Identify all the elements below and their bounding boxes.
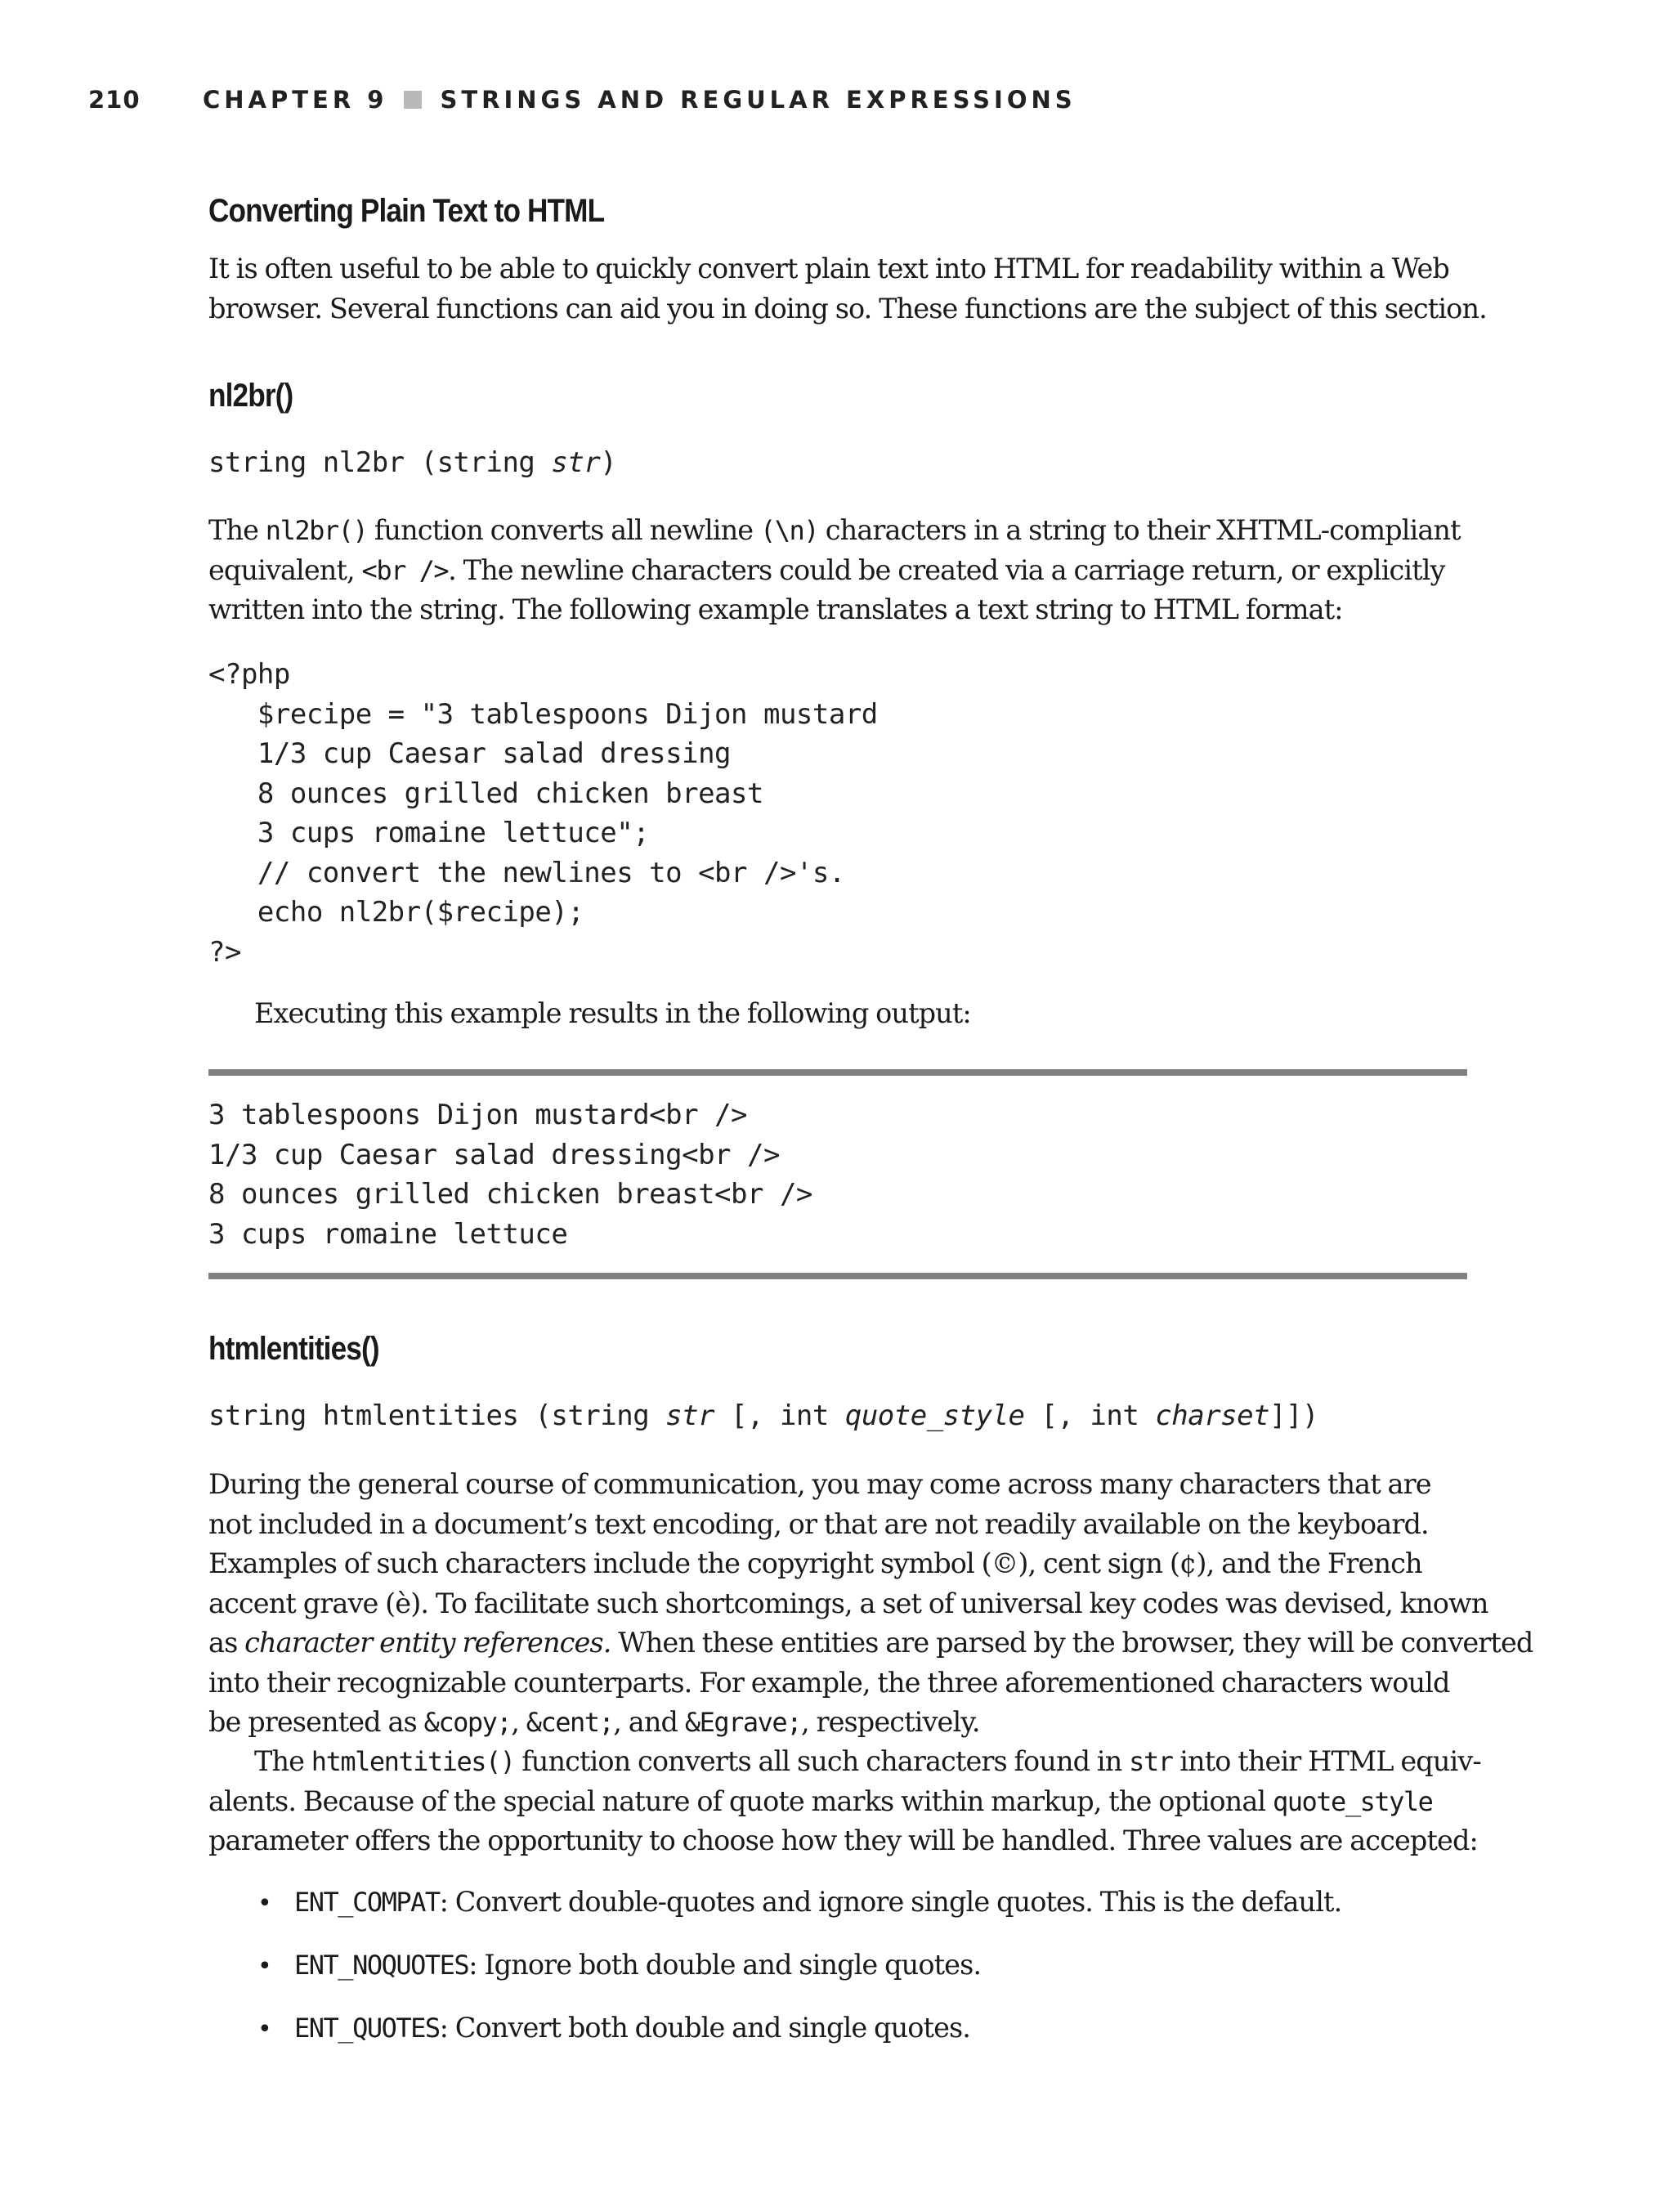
inline-code: htmlentities()	[311, 1746, 515, 1777]
inline-code: quote_style	[1272, 1785, 1433, 1817]
output-bottom-rule	[208, 1273, 1467, 1279]
code-line: $recipe = "3 tablespoons Dijon mustard	[208, 697, 878, 731]
output-intro-block	[208, 994, 1467, 1034]
constant-name: ENT_QUOTES	[294, 2013, 440, 2044]
paragraph-line: During the general course of communication, you may come across many characters that are	[208, 1468, 1431, 1500]
code-line: 1/3 cup Caesar salad dressing	[208, 737, 732, 770]
paragraph-line: not included in a document’s text encoding, or that are not readily available on the keyboard.	[208, 1507, 1429, 1540]
code-line: ?>	[208, 935, 241, 969]
description-line: written into the string. The following example translates a text string to HTML format:	[208, 593, 1343, 625]
inline-code: (\n)	[759, 515, 819, 546]
output-line: 3 cups romaine lettuce	[208, 1217, 568, 1251]
chapter-title: STRINGS AND REGULAR EXPRESSIONS	[440, 86, 1076, 114]
paragraph-line: accent grave (è). To facilitate such shortcomings, a set of universal key codes was devised, known	[208, 1587, 1488, 1619]
output-intro: Executing this example results in the following output:	[254, 997, 971, 1029]
text: function converts all newline	[367, 514, 760, 546]
paragraph-line	[208, 1703, 1467, 1743]
text: . The newline characters could be created via a carriage return, or explicitly	[448, 553, 1445, 586]
inline-code: &cent;	[526, 1707, 614, 1738]
page-number: 210	[88, 86, 141, 114]
bullet-icon: •	[257, 1952, 272, 1981]
running-header	[88, 82, 1076, 118]
text: be presented as	[208, 1706, 424, 1738]
inline-code: nl2br()	[265, 515, 368, 546]
code-line: // convert the newlines to <br />'s.	[208, 856, 845, 889]
prototype-text: [, int	[714, 1399, 845, 1432]
list-item	[257, 1886, 1341, 1918]
square-separator-icon	[404, 91, 422, 109]
list-item	[257, 1949, 981, 1981]
code-line: echo nl2br($recipe);	[208, 896, 584, 929]
paragraph-line: into their recognizable counterparts. For example, the three aforementioned characters would	[208, 1666, 1450, 1699]
prototype-text: [, int	[1024, 1399, 1156, 1432]
inline-code: &copy;	[423, 1707, 512, 1738]
nl2br-prototype	[208, 446, 1467, 479]
text: The	[254, 1745, 311, 1777]
paragraph-line: Examples of such characters include the copyright symbol (©), cent sign (¢), and the French	[208, 1547, 1422, 1579]
text: , respectively.	[800, 1706, 980, 1738]
inline-code: &Egrave;	[684, 1707, 801, 1738]
code-line: <?php	[208, 658, 290, 691]
prototype-text: )	[600, 446, 617, 479]
section-heading-block	[208, 193, 1467, 230]
text: The	[208, 514, 266, 546]
output-line: 1/3 cup Caesar salad dressing<br />	[208, 1138, 780, 1171]
intro-line: browser. Several functions can aid you in doing so. These functions are the subject of this section.	[208, 292, 1487, 325]
output-line: 3 tablespoons Dijon mustard<br />	[208, 1099, 748, 1131]
constant-name: ENT_NOQUOTES	[294, 1950, 469, 1981]
output-line: 8 ounces grilled chicken breast<br />	[208, 1178, 812, 1211]
list-item-text: : Convert double-quotes and ignore single quotes. This is the default.	[439, 1886, 1342, 1918]
text: function converts all such characters found in	[514, 1745, 1130, 1777]
nl2br-heading: nl2br()	[208, 378, 293, 414]
htmlentities-prototype	[208, 1399, 1467, 1432]
text: , and	[613, 1706, 685, 1738]
code-line: 8 ounces grilled chicken breast	[208, 777, 763, 810]
inline-code: <br />	[361, 554, 449, 586]
text: alents. Because of the special nature of quote marks within markup, the optional	[208, 1784, 1273, 1817]
prototype-param: charset	[1155, 1399, 1270, 1432]
prototype-param: str	[665, 1399, 715, 1432]
htmlentities-paragraph-2	[208, 1742, 1481, 1861]
list-item-text: : Convert both double and single quotes.	[439, 2012, 971, 2044]
text: equivalent,	[208, 553, 362, 586]
prototype-param: quote_style	[844, 1399, 1025, 1432]
code-line: 3 cups romaine lettuce";	[208, 817, 650, 849]
nl2br-heading-block	[208, 378, 1467, 414]
bullet-icon: •	[257, 1889, 272, 1918]
list-item	[257, 2012, 970, 2044]
description-line	[208, 551, 1467, 591]
output-top-rule	[208, 1069, 1467, 1076]
paragraph-line	[208, 1623, 1533, 1663]
nl2br-description	[208, 511, 1467, 630]
htmlentities-heading-block	[208, 1331, 1467, 1368]
section-heading: Converting Plain Text to HTML	[208, 193, 605, 229]
text: When these entities are parsed by the browser, they will be converted	[611, 1627, 1533, 1659]
htmlentities-heading: htmlentities()	[208, 1331, 379, 1367]
text: into their HTML equiv-	[1172, 1745, 1481, 1777]
bullet-icon: •	[257, 2015, 272, 2044]
htmlentities-paragraph-1	[208, 1465, 1533, 1743]
section-intro	[208, 249, 1487, 329]
nl2br-output-listing	[208, 1095, 1467, 1254]
prototype-text: ]])	[1269, 1399, 1318, 1432]
prototype-text: string nl2br (string	[208, 446, 552, 479]
text: characters in a string to their XHTML-compliant	[818, 514, 1461, 546]
prototype-text: string htmlentities (string	[208, 1399, 666, 1432]
prototype-param: str	[551, 446, 601, 479]
description-line	[208, 511, 1467, 551]
intro-line: It is often useful to be able to quickly convert plain text into HTML for readability within a Web	[208, 253, 1449, 284]
italic-term: character entity references.	[244, 1627, 611, 1659]
text: as	[208, 1627, 245, 1659]
chapter-label: CHAPTER 9	[203, 86, 388, 114]
paragraph-line: parameter offers the opportunity to choose how they will be handled. Three values are accepted:	[208, 1825, 1478, 1856]
nl2br-code-listing	[208, 655, 1467, 972]
paragraph-line	[208, 1742, 1481, 1782]
text: ,	[511, 1706, 526, 1738]
paragraph-line	[208, 1782, 1467, 1822]
constant-name: ENT_COMPAT	[294, 1887, 440, 1918]
inline-code: str	[1129, 1746, 1173, 1777]
list-item-text: : Ignore both double and single quotes.	[468, 1949, 982, 1981]
